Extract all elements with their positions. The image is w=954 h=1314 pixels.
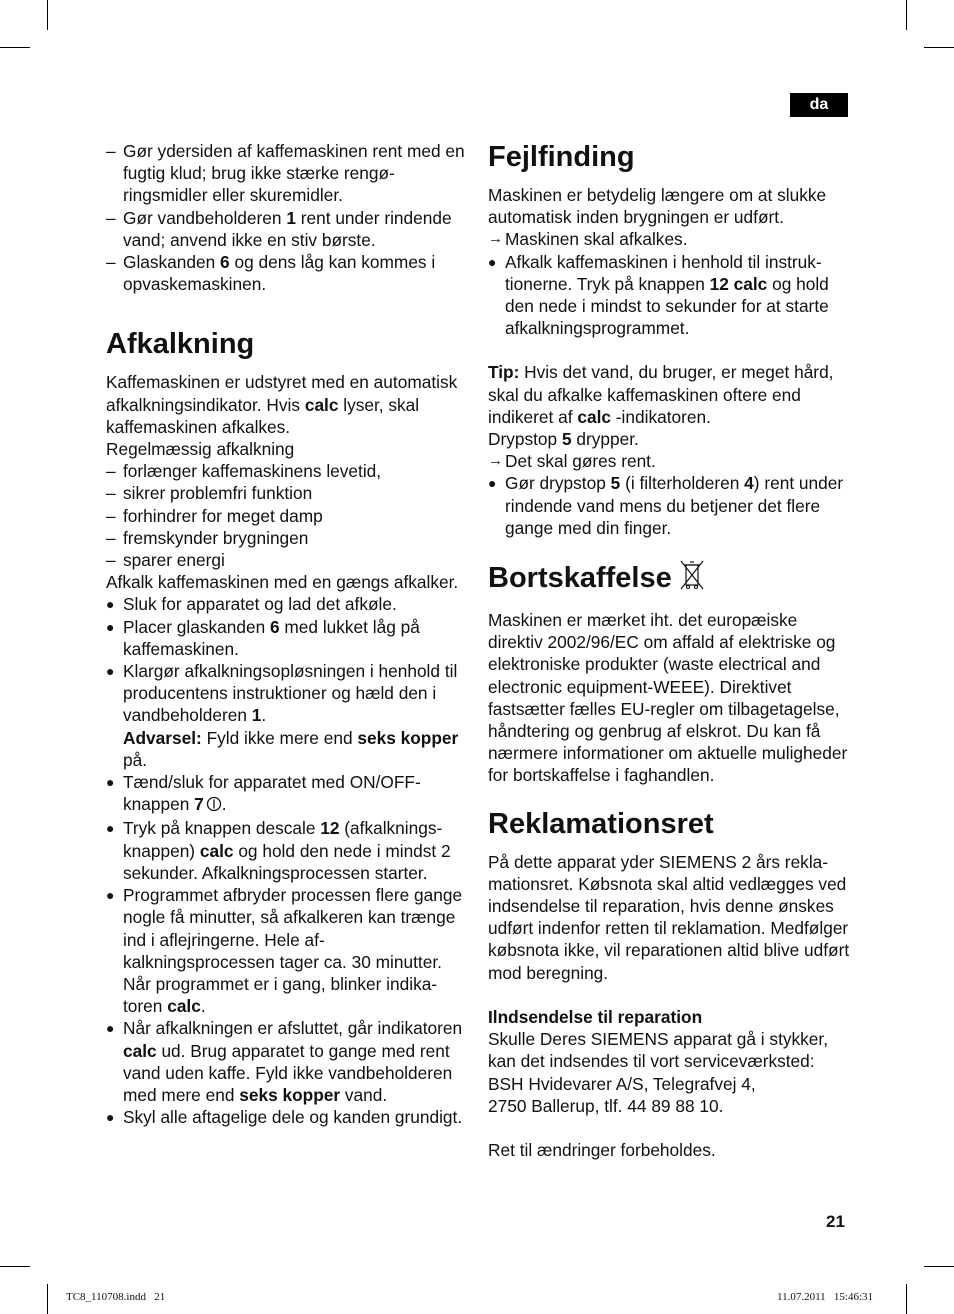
problem-text: Drypstop 5 drypper.	[488, 429, 639, 450]
crop-mark	[0, 1266, 30, 1267]
step-item: ● Tænd/sluk for apparatet med ON/OFF-knappen 7 .	[106, 771, 468, 817]
cause-item: → Det skal gøres rent.	[488, 450, 850, 472]
language-tab: da	[790, 93, 848, 117]
paragraph: Afkalk kaffemaskinen med en gængs afkalker.	[106, 572, 459, 593]
crossed-bin-icon	[680, 559, 704, 599]
section-heading: Fejlfinding	[488, 141, 635, 173]
step-item: ● Klargør afkalkningsopløsningen i henhold til producentens instruktioner og hæld den i vandbeholderen 1. Advarsel: Fyld ikke mere end seks kopper på.	[106, 660, 468, 771]
paragraph: Ret til ændringer forbeholdes.	[488, 1139, 716, 1160]
list-item: – sikrer problemfri funktion	[106, 482, 468, 504]
crop-mark	[906, 0, 907, 30]
paragraph: Regelmæssig afkalkning	[106, 439, 295, 460]
step-item: ● Programmet afbryder processen flere gange nogle få minutter, så afkalkeren kan trænge ind i aflejringerne. Hele afkalkningsprocessen tager ca. 30 minutter. Når programmet er i gang, blinker indikatoren calc.	[106, 884, 468, 1017]
paragraph: Skulle Deres SIEMENS apparat gå i stykker, kan det indsendes til vort serviceværksted:	[488, 1029, 829, 1072]
step-item: ● Sluk for apparatet og lad det afkøle.	[106, 593, 468, 615]
remedy-item: ● Gør drypstop 5 (i filterholderen 4) rent under rindende vand mens du betjener det flere gange med din finger.	[488, 472, 850, 539]
paragraph: På dette apparat yder SIEMENS 2 års reklamationsret. Købsnota skal altid vedlægges ved indsendelse til reparation, hvis denne ønskes udført indenfor retten til reklamation. Medfølger købsnota ikke, vil reparationen altid blive udført mod beregning.	[488, 851, 850, 983]
cause-item: → Maskinen skal afkalkes.	[488, 228, 850, 250]
left-column	[106, 140, 468, 1128]
list-item: – forhindrer for meget damp	[106, 505, 468, 527]
crop-mark	[0, 47, 30, 48]
step-item: ● Tryk på knappen descale 12 (afkalkningsknappen) calc og hold den nede i mindst 2 sekunder. Afkalkningsprocessen starter.	[106, 817, 468, 884]
care-item: – Glaskanden 6 og dens låg kan kommes i opvaskemaskinen.	[106, 251, 468, 295]
address-line: BSH Hvidevarer A/S, Telegrafvej 4,	[488, 1073, 756, 1094]
tip-text: Tip: Hvis det vand, du bruger, er meget hård, skal du afkalke kaffemaskinen oftere end indikeret af calc -indikatoren.	[488, 362, 834, 427]
section-heading: Afkalkning	[106, 328, 255, 361]
slug-left: TC8_110708.indd 21	[66, 1291, 166, 1303]
list-item: – fremskynder brygningen	[106, 527, 468, 549]
crop-mark	[924, 47, 954, 48]
list-item: – forlænger kaffemaskinens levetid,	[106, 460, 468, 482]
care-item: – Gør ydersiden af kaffemaskinen rent med en fugtig klud; brug ikke stærke rengøringsmidler eller skuremidler.	[106, 140, 468, 207]
crop-mark	[906, 1284, 907, 1314]
problem-text: Maskinen er betydelig længere om at slukke automatisk inden brygningen er udført.	[488, 185, 827, 228]
paragraph: Kaffemaskinen er udstyret med en automatisk afkalkningsindikator. Hvis calc lyser, skal kaffemaskinen afkalkes.	[106, 372, 458, 437]
remedy-item: ● Afkalk kaffemaskinen i henhold til instruktionerne. Tryk på knappen 12 calc og hold den nede i mindst to sekunder for at starte afkalkningsprogrammet.	[488, 251, 850, 340]
section-heading: Reklamationsret	[488, 807, 714, 840]
power-icon	[206, 795, 222, 817]
crop-mark	[47, 0, 48, 30]
step-item: ● Placer glaskanden 6 med lukket låg på kaffemaskinen.	[106, 616, 468, 660]
crop-mark	[47, 1284, 48, 1314]
subheading: Ilndsendelse til reparation	[488, 1006, 703, 1027]
section-heading: Bortskaffelse	[488, 559, 850, 599]
paragraph: Maskinen er mærket iht. det europæiske direktiv 2002/96/EC om affald af elektriske og elektroniske produkter (waste electrical and electronic equipment-WEEE). Direktivet fastsætter fælles EU-regler om tilbagetagelse, håndtering og genbrug af elskrot. Du kan få nærmere informationer om aktuelle muligheder for bortskaffelse i faghandlen.	[488, 610, 848, 786]
crop-mark	[924, 1266, 954, 1267]
list-item: – sparer energi	[106, 549, 468, 571]
step-item: ● Skyl alle aftagelige dele og kanden grundigt.	[106, 1106, 468, 1128]
right-column	[488, 140, 850, 1161]
page-number: 21	[826, 1212, 845, 1231]
step-item: ● Når afkalkningen er afsluttet, går indikatoren calc ud. Brug apparatet to gange med rent vand uden kaffe. Fyld ikke vandbeholderen med mere end seks kopper vand.	[106, 1017, 468, 1106]
warning-label: Advarsel:	[123, 727, 202, 748]
care-item: – Gør vandbeholderen 1 rent under rindende vand; anvend ikke en stiv børste.	[106, 207, 468, 251]
slug-right: 11.07.2011 15:46:31	[777, 1291, 874, 1303]
address-line: 2750 Ballerup, tlf. 44 89 88 10.	[488, 1095, 724, 1116]
